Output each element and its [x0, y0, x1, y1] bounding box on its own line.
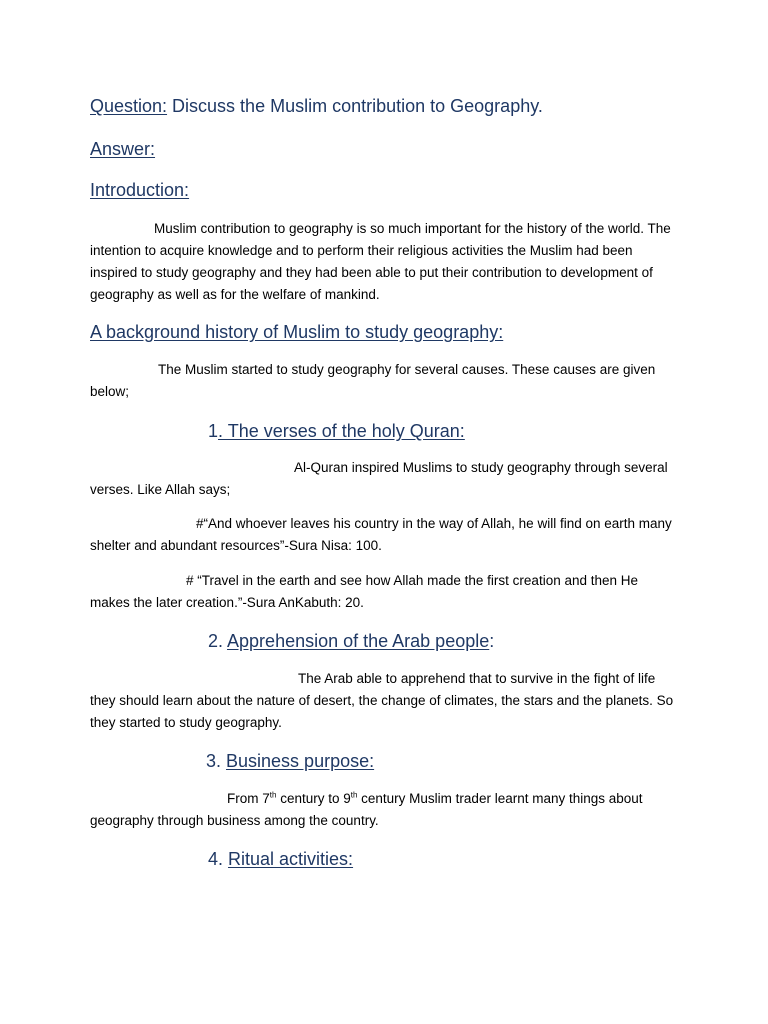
- section1-quote-2: # “Travel in the earth and see how Allah made the first creation and then He makes the later creation.”-Sura AnKabuth: 20.: [90, 573, 639, 610]
- section3-sup-2: th: [350, 790, 358, 800]
- section3-heading: [206, 749, 374, 773]
- question-label: Question:: [90, 96, 168, 116]
- section2-paragraph: The Arab able to apprehend that to survive in the fight of life they should learn about the nature of desert, the change of climates, the stars and the planets. So they started to study geography.: [90, 671, 674, 730]
- section3-sup-1: th: [269, 790, 277, 800]
- section1-number: 1: [208, 421, 219, 441]
- section1-paragraph: Al-Quran inspired Muslims to study geography through several verses. Like Allah says;: [90, 460, 668, 497]
- section4-heading: [208, 847, 353, 871]
- background-paragraph: The Muslim started to study geography for several causes. These causes are given below;: [90, 362, 656, 399]
- section3-text-3: century Muslim trader learnt many things about geography through business among the country.: [90, 791, 643, 828]
- section2-suffix: :: [489, 631, 495, 651]
- section4-title: Ritual activities:: [228, 849, 354, 869]
- section1-quote-1: #“And whoever leaves his country in the way of Allah, he will find on earth many shelter and abundant resources”-Sura Nisa: 100.: [90, 516, 672, 553]
- section2-title: Apprehension of the Arab people: [227, 631, 490, 651]
- section1-heading: [208, 419, 465, 443]
- question-heading: [90, 94, 543, 118]
- section3-text-1: From 7: [227, 791, 270, 806]
- introduction-heading: Introduction:: [90, 180, 190, 200]
- section2-number: 2.: [208, 631, 228, 651]
- section1-title: . The verses of the holy Quran:: [218, 421, 465, 441]
- background-heading: A background history of Muslim to study geography:: [90, 322, 504, 342]
- section3-text-2: century to 9: [276, 791, 351, 806]
- introduction-paragraph: Muslim contribution to geography is so much important for the history of the world. The intention to acquire knowledge and to perform their religious activities the Muslim had been inspired to study geography and they had been able to put their contribution to development of geography as well as for the welfare of mankind.: [90, 221, 671, 302]
- section3-paragraph: [90, 788, 675, 832]
- section3-title: Business purpose:: [226, 751, 375, 771]
- section2-heading: [208, 629, 494, 653]
- question-text: Discuss the Muslim contribution to Geography.: [167, 96, 543, 116]
- answer-heading: Answer:: [90, 139, 156, 159]
- section4-number: 4.: [208, 849, 229, 869]
- section3-number: 3.: [206, 751, 227, 771]
